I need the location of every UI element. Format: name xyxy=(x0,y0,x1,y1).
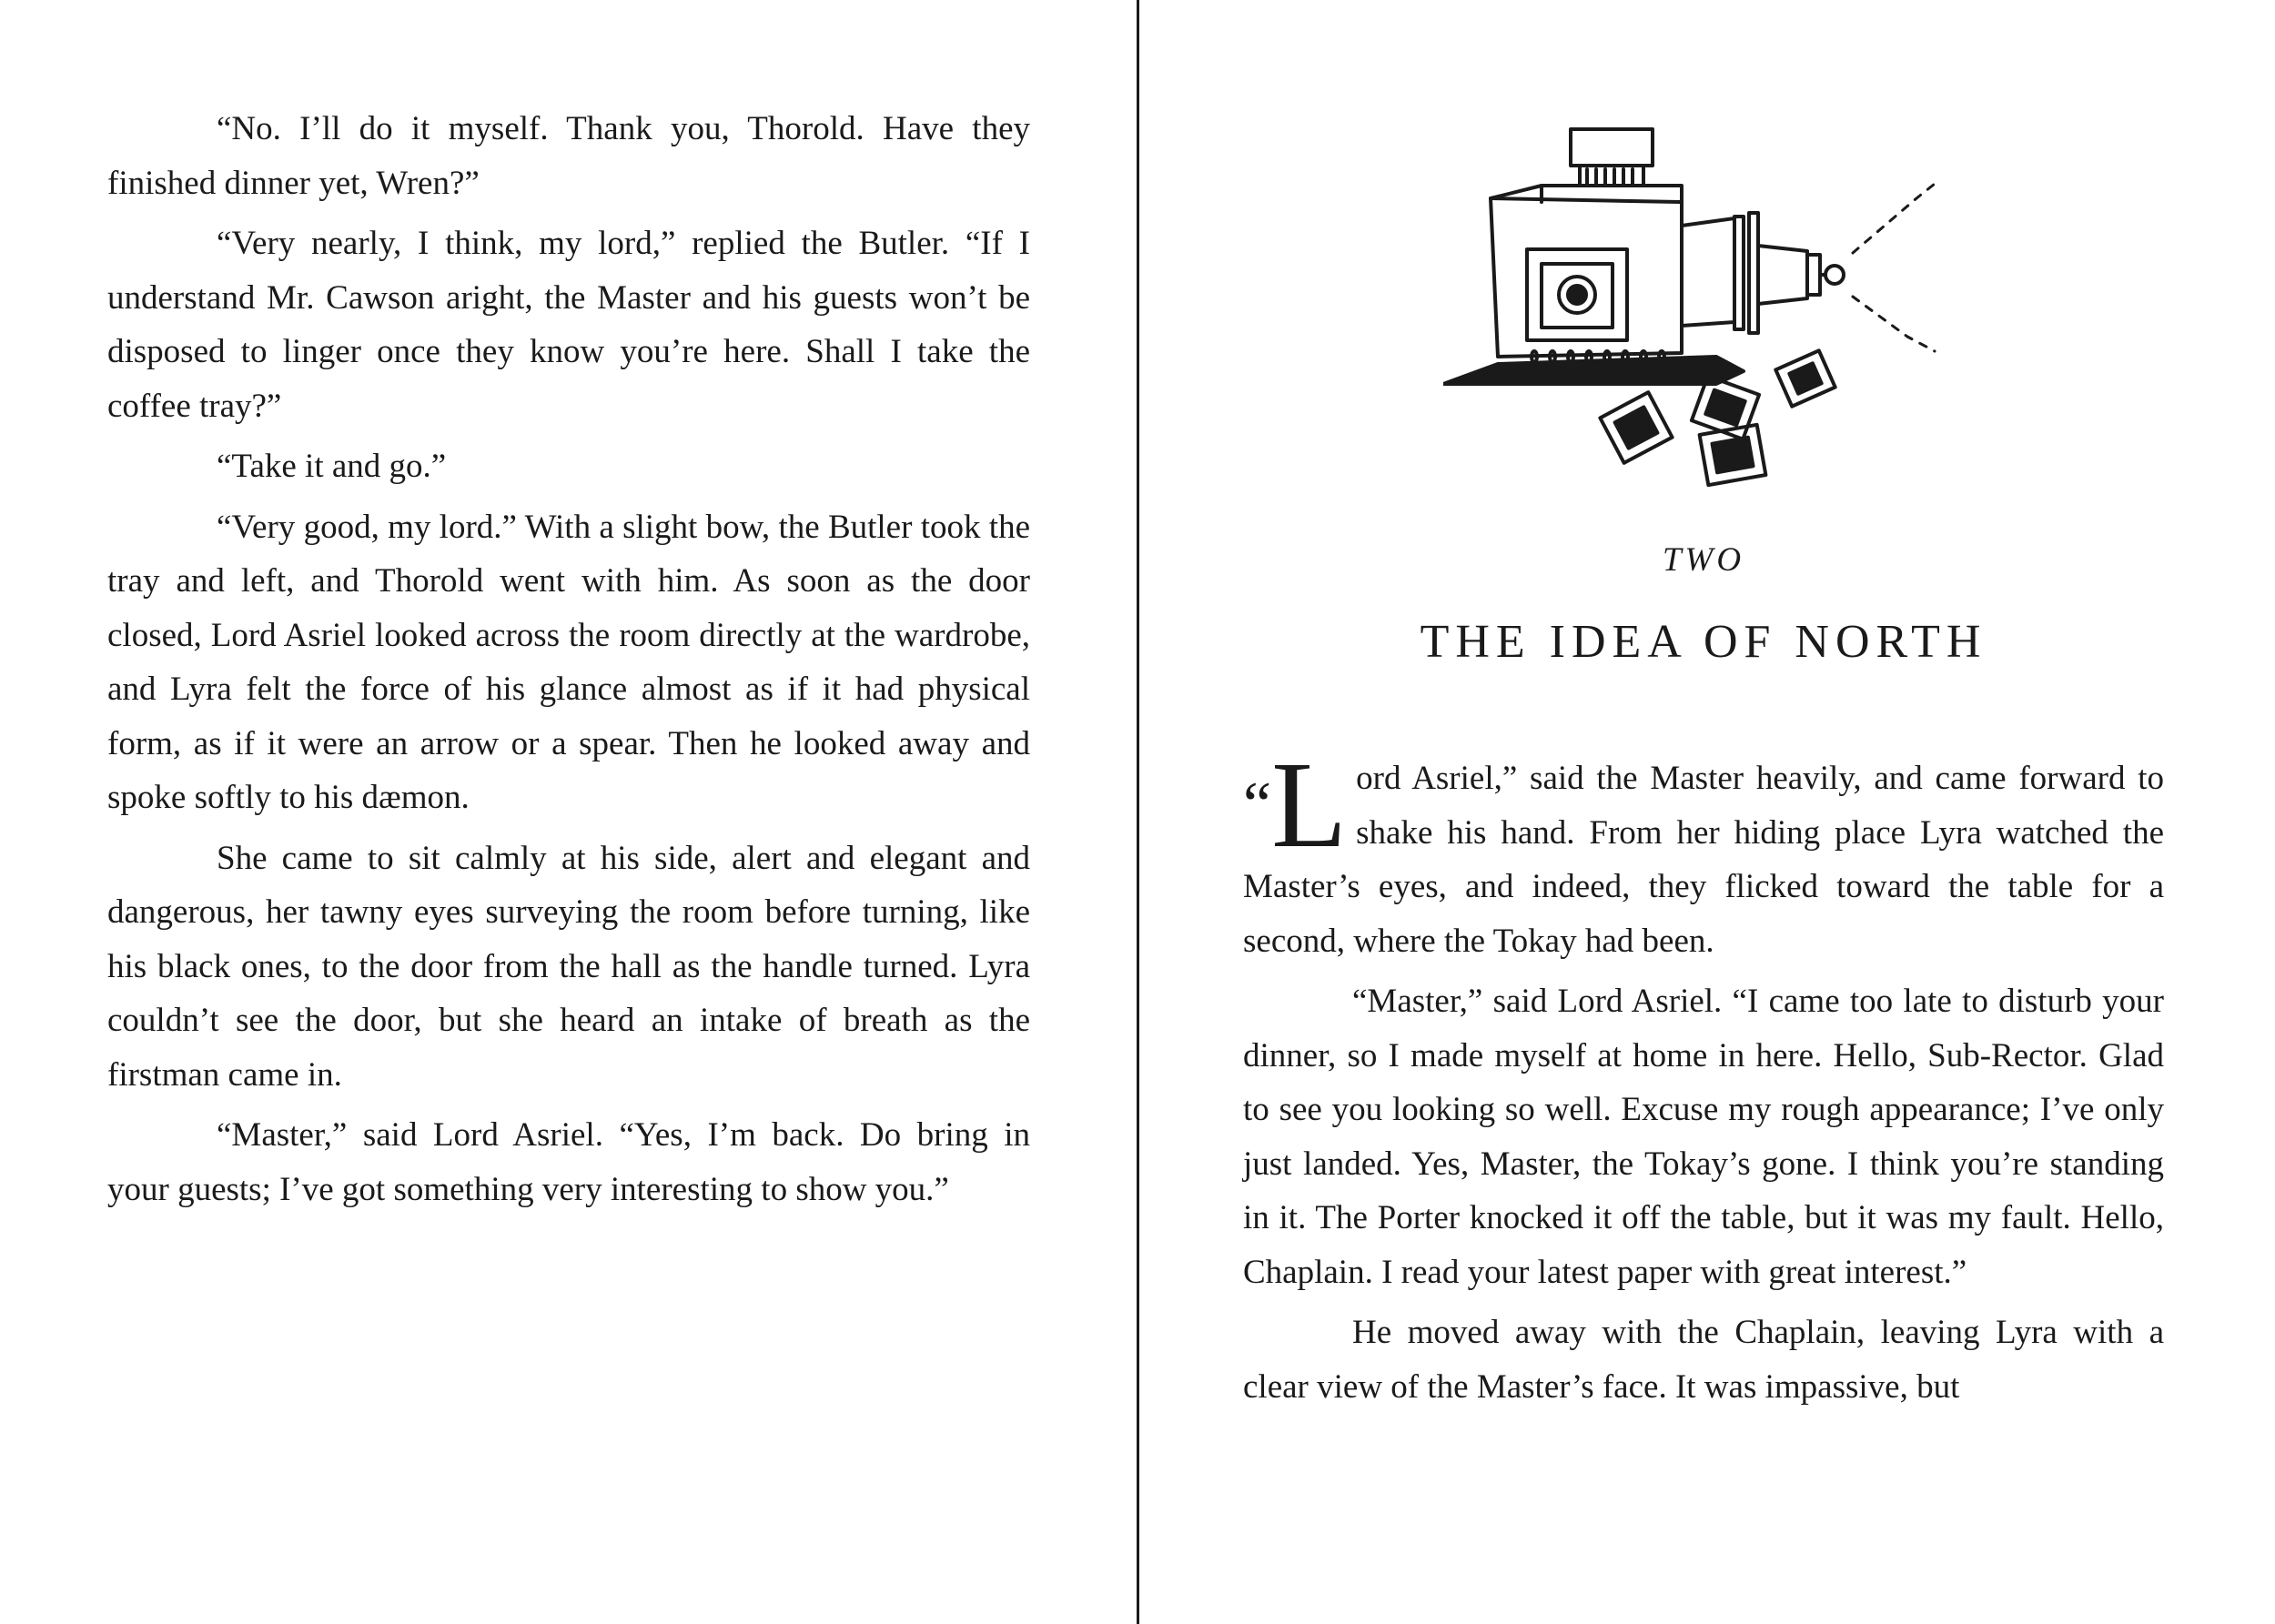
opening-paragraph-text: ord Asriel,” said the Master heavily, and came forward to shake his hand. From her hiding place Lyra watched the Master’s eyes, and indeed, they flicked toward the table for a second, where the Tokay had been. xyxy=(1243,760,2164,960)
right-page xyxy=(1243,0,2164,1624)
opening-paragraph xyxy=(1243,737,2164,968)
paragraph: He moved away with the Chaplain, leaving Lyra with a clear view of the Master’s face. It was impassive, but xyxy=(1243,1314,2164,1406)
paragraph: “Master,” said Lord Asriel. “I came too late to disturb your dinner, so I made myself at home in here. Hello, Sub-Rector. Glad to see you looking so well. Excuse my rough appearance; I’ve only just landed. Yes, Master, the Tokay’s gone. I think you’re standing in it. The Porter knocked it off the table, but it was my fault. Hello, Chaplain. I read your latest paper with great interest.” xyxy=(1243,983,2164,1291)
page-gutter-divider xyxy=(1137,0,1139,1624)
magic-lantern-projector-icon xyxy=(1443,118,1971,491)
drop-cap-letter: L xyxy=(1271,737,1348,873)
chapter-number: TWO xyxy=(1662,541,1745,579)
right-page-body xyxy=(1243,737,2164,1414)
left-page xyxy=(107,0,1030,1624)
paragraph: She came to sit calmly at his side, alert and elegant and dangerous, her tawny eyes surveying the room before turning, like his black ones, to the door from the hall as the handle turned. Lyra couldn’t see the door, but she heard an intake of breath as the firstman came in. xyxy=(107,839,1030,1094)
drop-cap xyxy=(1243,737,1348,873)
paragraph: “Take it and go.” xyxy=(217,448,447,485)
paragraph: “No. I’ll do it myself. Thank you, Thorold. Have they finished dinner yet, Wren?” xyxy=(107,110,1030,202)
drop-cap-quote: “ xyxy=(1243,770,1270,840)
chapter-title: THE IDEA OF NORTH xyxy=(1420,616,1987,668)
left-page-body xyxy=(107,102,1030,1216)
paragraph: “Very nearly, I think, my lord,” replied the Butler. “If I understand Mr. Cawson aright, the Master and his guests won’t be disposed to linger once they know you’re here. Shall I take the coffee tray?” xyxy=(107,225,1030,425)
paragraph: “Very good, my lord.” With a slight bow, the Butler took the tray and left, and Thorold went with him. As soon as the door closed, Lord Asriel looked across the room directly at the wardrobe, and Lyra felt the force of his glance almost as if it had physical form, as if it were an arrow or a spear. Then he looked away and spoke softly to his dæmon. xyxy=(107,508,1030,816)
paragraph: “Master,” said Lord Asriel. “Yes, I’m back. Do bring in your guests; I’ve got something very interesting to show you.” xyxy=(107,1116,1030,1208)
